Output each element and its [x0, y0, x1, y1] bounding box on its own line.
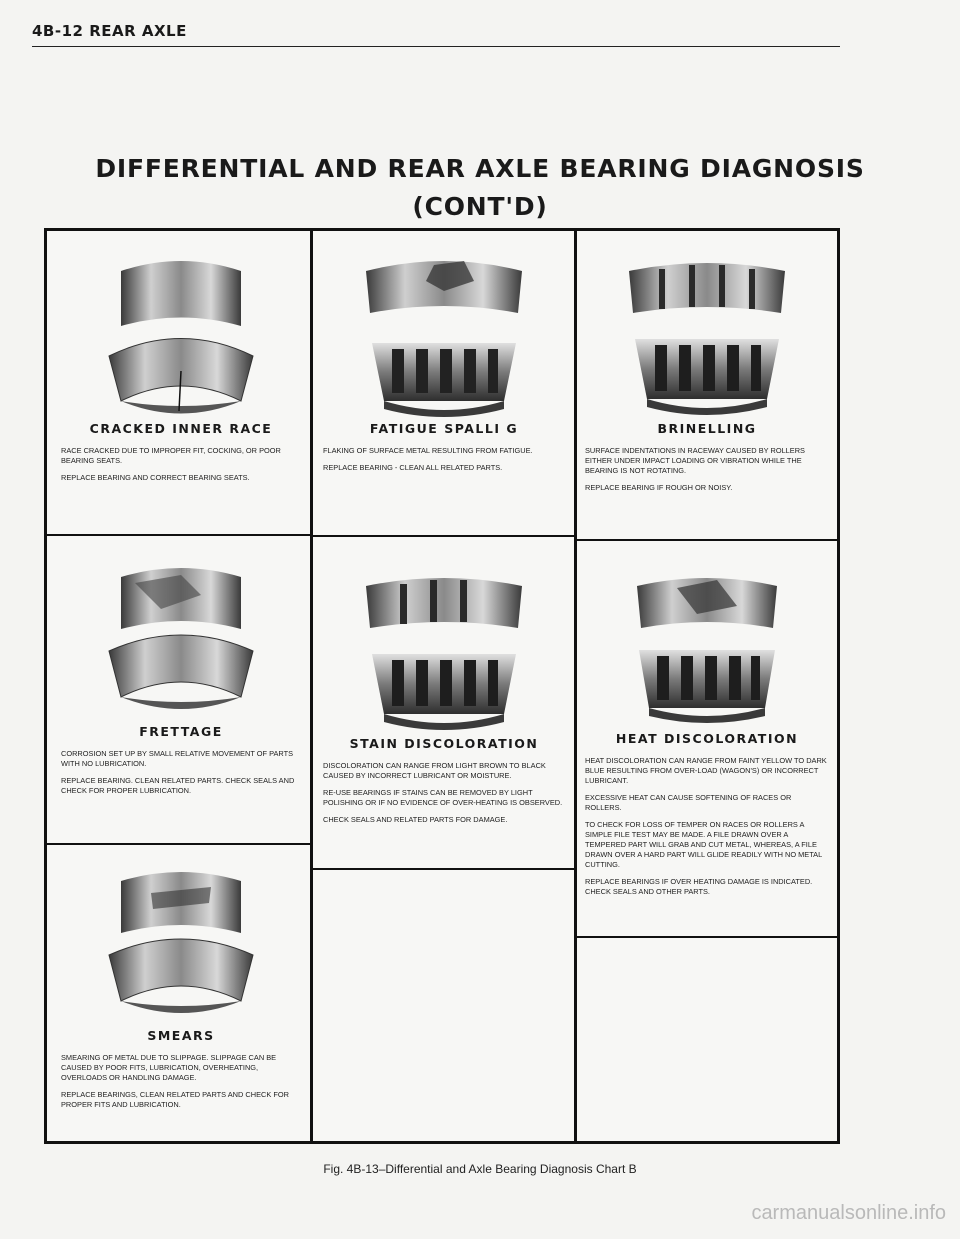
- cell-heat-discoloration: [585, 566, 829, 936]
- page-header: 4B-12 REAR AXLE: [32, 22, 840, 47]
- frettage-photo: [91, 559, 271, 724]
- cell-title: CRACKED INNER RACE: [89, 421, 273, 436]
- cell-remedy: CHECK SEALS AND RELATED PARTS FOR DAMAGE.: [323, 815, 508, 824]
- watermark: carmanualsonline.info: [751, 1202, 946, 1224]
- page-title-line2: (CONT'D): [412, 192, 548, 221]
- cell-title: HEAT DISCOLORATION: [615, 731, 799, 746]
- cell-smears: [61, 863, 301, 1139]
- cell-title: STAIN DISCOLORATION: [349, 736, 539, 751]
- cell-description: SURFACE INDENTATIONS IN RACEWAY CAUSED BY ROLLERS EITHER UNDER IMPACT LOADING OR VIBRATION WHILE THE BEARING IS NOT ROTATING.: [585, 446, 805, 475]
- cell-description: TO CHECK FOR LOSS OF TEMPER ON RACES OR ROLLERS A SIMPLE FILE TEST MAY BE MADE. A FILE DRAWN OVER A TEMPERED PART WILL GRAB AND CUT METAL, WHEREAS, A FILE DRAWN OVER A HARD PART WILL GLIDE READILY WITH NO METAL CUTTING.: [585, 820, 822, 869]
- cell-cracked-inner-race: [61, 251, 301, 531]
- cell-brinelling: [585, 251, 829, 536]
- cell-description: EXCESSIVE HEAT CAN CAUSE SOFTENING OF RACES OR ROLLERS.: [585, 793, 792, 812]
- cell-description: CORROSION SET UP BY SMALL RELATIVE MOVEMENT OF PARTS WITH NO LUBRICATION.: [61, 749, 294, 768]
- grid-divider: [47, 534, 310, 536]
- brinelling-photo: [607, 251, 807, 421]
- cell-title: FRETTAGE: [139, 724, 223, 739]
- heat-discoloration-photo: [607, 566, 807, 731]
- figure-caption: Fig. 4B-13–Differential and Axle Bearing Diagnosis Chart B: [323, 1162, 637, 1176]
- cell-frettage: [61, 559, 301, 841]
- cell-description: DISCOLORATION CAN RANGE FROM LIGHT BROWN TO BLACK CAUSED BY INCORRECT LUBRICANT OR MOISTURE.: [323, 761, 546, 780]
- cell-remedy: RE-USE BEARINGS IF STAINS CAN BE REMOVED BY LIGHT POLISHING OR IF NO EVIDENCE OF OVER-HEATING IS OBSERVED.: [323, 788, 563, 807]
- cell-description: SMEARING OF METAL DUE TO SLIPPAGE. SLIPPAGE CAN BE CAUSED BY POOR FITS, LUBRICATION, OVERHEATING, OVERLOADS OR HANDLING DAMAGE.: [61, 1053, 277, 1082]
- cell-description: RACE CRACKED DUE TO IMPROPER FIT, COCKING, OR POOR BEARING SEATS.: [61, 446, 281, 465]
- cell-stain-discoloration: [323, 566, 565, 866]
- cell-title: BRINELLING: [657, 421, 757, 436]
- cell-title: FATIGUE SPALLI G: [369, 421, 519, 436]
- grid-divider: [313, 868, 574, 870]
- page-title-line1: DIFFERENTIAL AND REAR AXLE BEARING DIAGNOSIS: [95, 154, 865, 183]
- cracked-inner-race-photo: [91, 251, 271, 421]
- cell-remedy: REPLACE BEARING. CLEAN RELATED PARTS. CHECK SEALS AND CHECK FOR PROPER LUBRICATION.: [61, 776, 295, 795]
- fatigue-spalling-photo: [344, 251, 544, 421]
- grid-divider: [47, 843, 310, 845]
- cell-remedy: REPLACE BEARINGS, CLEAN RELATED PARTS AND CHECK FOR PROPER FITS AND LUBRICATION.: [61, 1090, 289, 1109]
- cell-description: FLAKING OF SURFACE METAL RESULTING FROM FATIGUE.: [323, 446, 533, 455]
- grid-divider: [577, 936, 837, 938]
- cell-description: HEAT DISCOLORATION CAN RANGE FROM FAINT YELLOW TO DARK BLUE RESULTING FROM OVER-LOAD (WAGON'S) OR INCORRECT LUBRICANT.: [585, 756, 827, 785]
- cell-title: SMEARS: [147, 1028, 215, 1043]
- grid-divider: [313, 535, 574, 537]
- cell-remedy: REPLACE BEARING - CLEAN ALL RELATED PARTS.: [323, 463, 503, 472]
- smears-photo: [91, 863, 271, 1028]
- diagnosis-chart-grid: [44, 228, 840, 1144]
- grid-divider: [574, 231, 577, 1141]
- cell-fatigue-spalling: [323, 251, 565, 531]
- grid-divider: [577, 539, 837, 541]
- cell-remedy: REPLACE BEARING IF ROUGH OR NOISY.: [585, 483, 733, 492]
- cell-remedy: REPLACE BEARING AND CORRECT BEARING SEATS.: [61, 473, 250, 482]
- stain-discoloration-photo: [344, 566, 544, 736]
- cell-remedy: REPLACE BEARINGS IF OVER HEATING DAMAGE IS INDICATED. CHECK SEALS AND OTHER PARTS.: [585, 877, 813, 896]
- grid-divider: [310, 231, 313, 1141]
